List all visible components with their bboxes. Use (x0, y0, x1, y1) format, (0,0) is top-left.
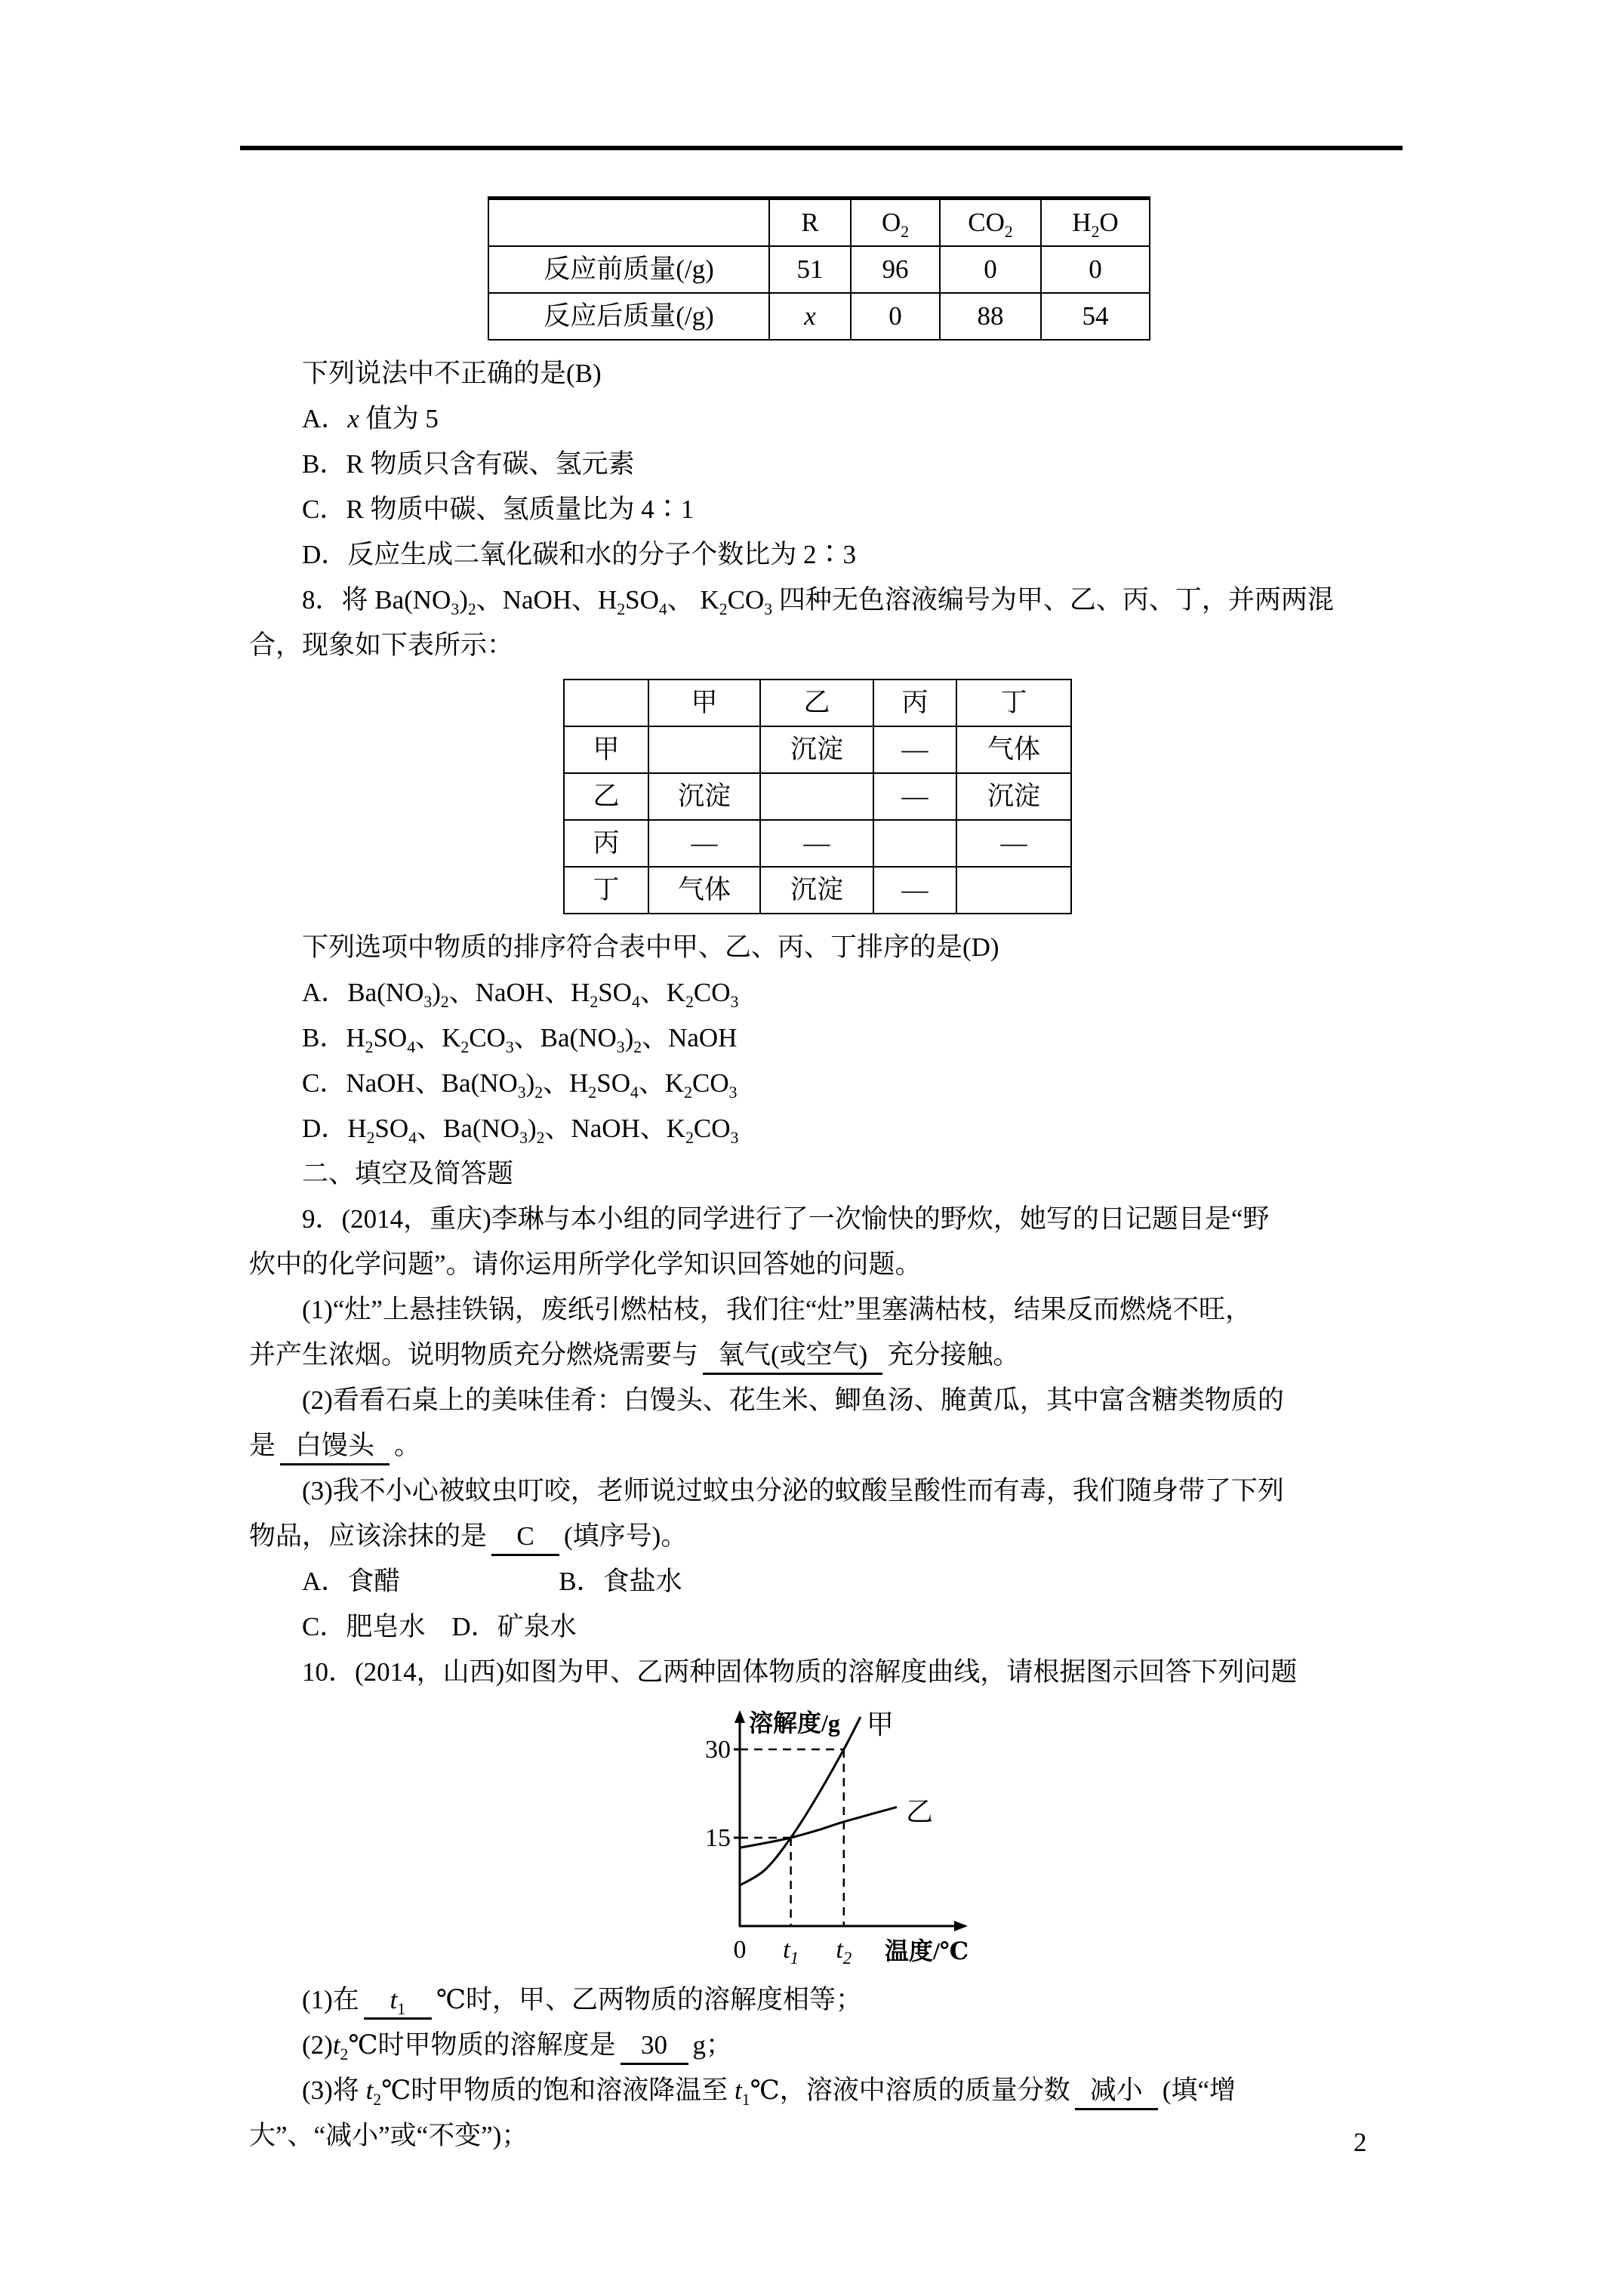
blank-answer: C (491, 1521, 559, 1556)
table-cell: — (956, 820, 1071, 867)
svg-text:甲: 甲 (866, 1709, 894, 1740)
table-cell (956, 867, 1071, 914)
table-cell: 丁 (956, 680, 1071, 726)
svg-text:t2: $t_2$ (836, 1936, 852, 1965)
table-row (488, 293, 1150, 340)
mixing-table (563, 679, 1072, 914)
q7-option-a: A．x 值为 5 (302, 404, 439, 433)
table-cell: 0 (940, 246, 1041, 293)
q9-part3-line2 (249, 1514, 1427, 1559)
q9-option-row1: A．食醋 B．食盐水 (302, 1567, 682, 1596)
table-cell: R (769, 199, 851, 247)
content-column (249, 196, 1427, 2159)
q7-stem: 下列说法中不正确的是(B) (302, 359, 602, 388)
svg-text:15: 15 (705, 1824, 731, 1852)
table-cell: 反应前质量(/g) (488, 246, 769, 293)
text-segment: 并产生浓烟。说明物质充分燃烧需要与 (249, 1340, 699, 1370)
page-number: 2 (1354, 2128, 1367, 2157)
table-cell: x (769, 293, 851, 340)
text-segment: 充分接触。 (887, 1340, 1020, 1370)
q8-intro-line1: 8．将 $Ba(NO_3)_2$、NaOH、$H_2SO_4$、 $K_2CO_3$ 四种无色溶液编号为甲、乙、丙、丁，并两两混 (302, 585, 1334, 618)
blank-answer: 减小 (1075, 2075, 1158, 2110)
table-row (564, 726, 1071, 773)
header-rule (240, 146, 1403, 150)
table-cell: — (648, 820, 760, 867)
svg-text:温度/℃: 温度/℃ (885, 1937, 969, 1965)
q8-option-d: D．$H_2SO_4$、$Ba(NO_3)_2$、NaOH、$K_2CO_3$ (302, 1114, 739, 1147)
q8-stem: 下列选项中物质的排序符合表中甲、乙、丙、丁排序的是(D) (302, 932, 999, 962)
svg-text:乙: 乙 (906, 1796, 934, 1827)
q10-intro: 10．(2014，山西)如图为甲、乙两种固体物质的溶解度曲线，请根据图示回答下列问题 (302, 1657, 1298, 1687)
text-segment: (3)将 $t_2℃$时甲物质的饱和溶液降温至 $t_1℃$，溶液中溶质的质量分数 (302, 2076, 1070, 2109)
table-cell: 沉淀 (648, 773, 760, 820)
table-row (564, 773, 1071, 820)
table-cell: 沉淀 (760, 726, 873, 773)
text-segment: (填“增 (1162, 2076, 1236, 2105)
table-row (488, 246, 1150, 293)
table-cell: 0 (851, 293, 940, 340)
blank-answer: $t_1$ (364, 1984, 432, 2020)
table-cell: — (873, 867, 956, 914)
table-cell: 气体 (956, 726, 1071, 773)
blank-answer: 白馒头 (280, 1430, 390, 1465)
text-segment: (1)在 (302, 1985, 359, 2014)
text-segment: 。 (394, 1431, 421, 1460)
table-cell: $O_2$ (851, 199, 940, 247)
q9-option-row2: C．肥皂水 D．矿泉水 (302, 1612, 577, 1641)
table-row (564, 867, 1071, 914)
table-cell: 丁 (564, 867, 648, 914)
table-cell: 51 (769, 246, 851, 293)
q8-option-b: B．$H_2SO_4$、$K_2CO_3$、$Ba(NO_3)_2$、NaOH (302, 1023, 738, 1056)
table-cell (760, 773, 873, 820)
q8-intro-line2: 合，现象如下表所示： (249, 630, 514, 660)
section-heading: 二、填空及简答题 (302, 1159, 514, 1188)
q8-option-c: C．NaOH、$Ba(NO_3)_2$、$H_2SO_4$、$K_2CO_3$ (302, 1068, 738, 1102)
table-cell: $H_2O$ (1041, 199, 1150, 247)
q9-part3-line1: (3)我不小心被蚊虫叮咬，老师说过蚊虫分泌的蚊酸呈酸性而有毒，我们随身带了下列 (302, 1476, 1284, 1505)
q9-part1-line2 (249, 1333, 1427, 1378)
table-cell (648, 726, 760, 773)
table-cell (873, 820, 956, 867)
table-cell: 反应后质量(/g) (488, 293, 769, 340)
q9-intro-line2: 炊中的化学问题”。请你运用所学化学知识回答她的问题。 (249, 1250, 922, 1279)
svg-text:t1: $t_1$ (783, 1936, 799, 1965)
text-segment: $(2)t_2℃$时甲物质的溶解度是 (302, 2030, 616, 2063)
table-cell: 54 (1041, 293, 1150, 340)
q10-part1 (249, 1977, 1427, 2023)
table-cell: 丙 (564, 820, 648, 867)
table-cell: 88 (940, 293, 1041, 340)
q9-part2-line1: (2)看看石桌上的美味佳肴：白馒头、花生米、鲫鱼汤、腌黄瓜，其中富含糖类物质的 (302, 1385, 1284, 1415)
text-segment: (填序号)。 (564, 1521, 688, 1551)
svg-text:30: 30 (705, 1736, 731, 1764)
q7-option-d: D．反应生成二氧化碳和水的分子个数比为 2∶3 (302, 540, 857, 569)
solubility-chart-svg (702, 1700, 1000, 1965)
table-cell (488, 199, 769, 247)
solubility-chart (702, 1700, 1000, 1965)
table-cell: — (873, 726, 956, 773)
text-segment: ℃时，甲、乙两物质的溶解度相等； (436, 1985, 862, 2014)
q8-option-a: A．$Ba(NO_3)_2$、NaOH、$H_2SO_4$、$K_2CO_3$ (302, 978, 739, 1011)
svg-text:0: 0 (733, 1936, 747, 1964)
table-cell (564, 680, 648, 726)
q9-part2-line2 (249, 1423, 1427, 1469)
table-cell: 沉淀 (956, 773, 1071, 820)
table-cell: — (760, 820, 873, 867)
table-cell: 0 (1041, 246, 1150, 293)
table-cell: 气体 (648, 867, 760, 914)
q7-option-c: C．R 物质中碳、氢质量比为 4∶1 (302, 495, 694, 524)
table-cell: 甲 (564, 726, 648, 773)
table-row (488, 199, 1150, 247)
table-cell: $CO_2$ (940, 199, 1041, 247)
q10-part2 (249, 2023, 1427, 2068)
table-cell: 乙 (760, 680, 873, 726)
blank-answer: 30 (621, 2029, 688, 2065)
q7-option-b: B．R 物质只含有碳、氢元素 (302, 449, 635, 479)
text-segment: 是 (249, 1431, 276, 1460)
table-cell: 丙 (873, 680, 956, 726)
blank-answer: 氧气(或空气) (703, 1339, 882, 1375)
svg-text:溶解度/g: 溶解度/g (749, 1709, 840, 1737)
table-cell: 96 (851, 246, 940, 293)
table-cell: 甲 (648, 680, 760, 726)
mass-table (488, 196, 1150, 341)
table-cell: 乙 (564, 773, 648, 820)
text-segment: 物品，应该涂抹的是 (249, 1521, 488, 1551)
text-segment: g； (692, 2030, 733, 2060)
table-cell: — (873, 773, 956, 820)
q9-intro-line1: 9．(2014，重庆)李琳与本小组的同学进行了一次愉快的野炊，她写的日记题目是“野 (302, 1204, 1270, 1234)
table-cell: 沉淀 (760, 867, 873, 914)
table-row (564, 820, 1071, 867)
q10-part3-line2: 大”、“减小”或“不变”)； (249, 2121, 528, 2150)
q9-part1-line1: (1)“灶”上悬挂铁锅，废纸引燃枯枝，我们往“灶”里塞满枯枝，结果反而燃烧不旺， (302, 1295, 1252, 1324)
table-row (564, 680, 1071, 726)
q10-part3-line1 (249, 2068, 1427, 2113)
